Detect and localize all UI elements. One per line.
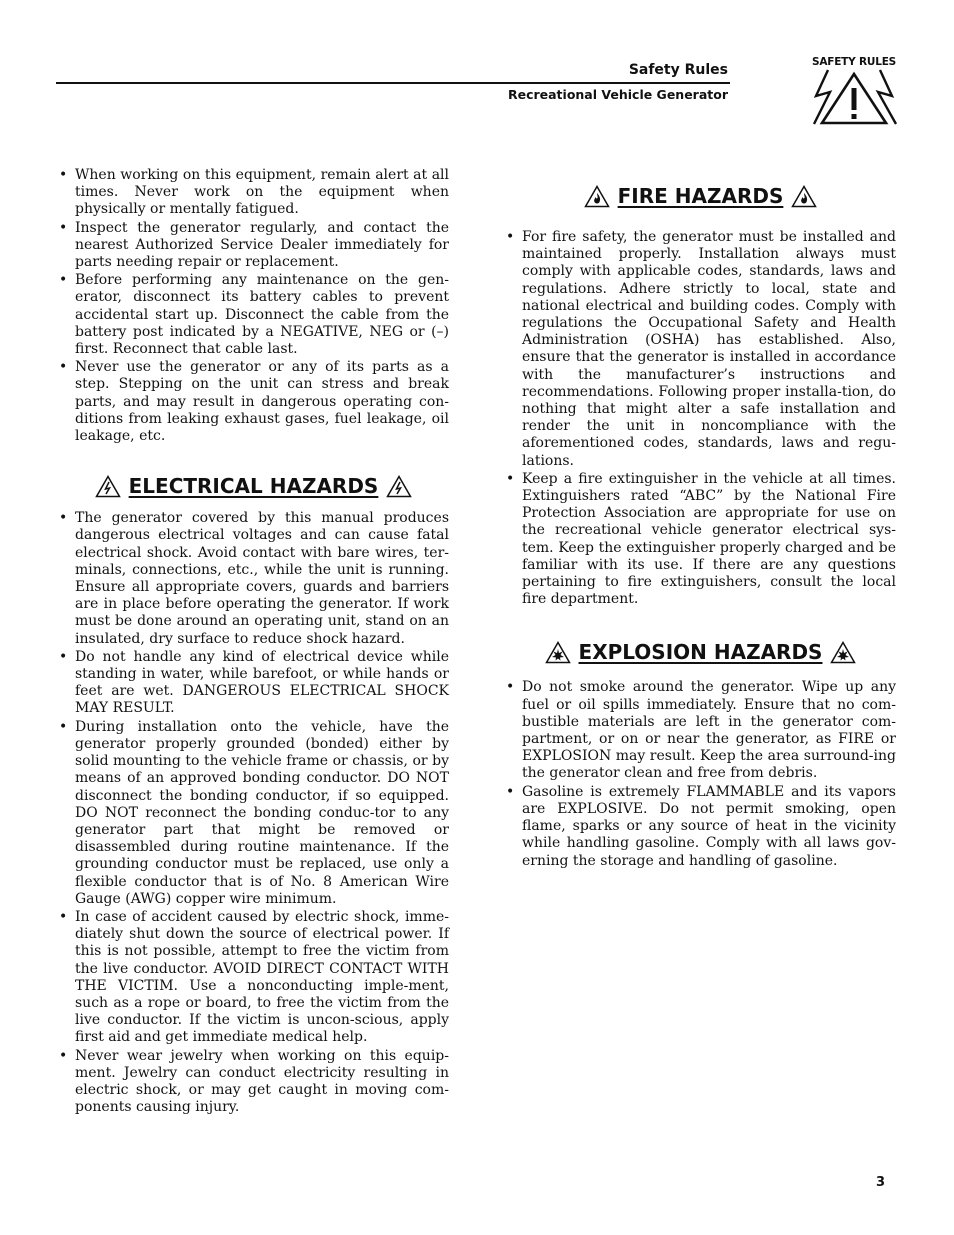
logo-text: SAFETY RULES — [811, 56, 897, 68]
header-title: Safety Rules — [628, 62, 728, 78]
electrical-hazard-icon — [95, 475, 121, 498]
right-column — [505, 185, 896, 871]
electrical-hazard-icon — [386, 475, 412, 498]
fire-hazard-icon — [791, 185, 817, 208]
fire-hazard-icon — [584, 185, 610, 208]
fire-hazards-list — [505, 229, 896, 608]
list-item: • Inspect the generator regularly, and contact the nearest Authorized Service Dealer immediately for parts needing repair or replacement. — [58, 220, 449, 272]
lightning-warning-icon — [810, 68, 898, 126]
fire-hazards-title: FIRE HAZARDS — [617, 183, 784, 208]
list-item: • Never wear jewelry when working on this equip-ment. Jewelry can conduct electricity resulting in electric shock, or may get caught in moving com-ponents causing injury. — [58, 1048, 449, 1117]
header-rule — [56, 82, 730, 84]
electrical-hazards-heading — [58, 475, 449, 498]
list-item: • During installation onto the vehicle, have the generator properly grounded (bonded) either by solid mounting to the vehicle frame or chassis, or by means of an approved bonding conductor. DO NOT disconnect the bonding conductor, if so equipped. DO NOT reconnect the bonding conduc-tor to any generator part that might be removed or disassembled during routine maintenance. If the grounding conductor must be replaced, use only a flexible conductor that is of No. 8 American Wire Gauge (AWG) copper wire minimum. — [58, 719, 449, 908]
list-item: • Keep a fire extinguisher in the vehicle at all times. Extinguishers rated “ABC” by the National Fire Protection Association are appropriate for use on the recreational vehicle generator electrical sys-tem. Keep the extinguisher properly charged and be familiar with its use. If there are any questions pertaining to fire extinguishers, consult the local fire department. — [505, 471, 896, 609]
intro-list — [58, 167, 449, 445]
list-item: • Gasoline is extremely FLAMMABLE and its vapors are EXPLOSIVE. Do not permit smoking, open flame, sparks or any source of heat in the vicinity while handling gasoline. Comply with all laws gov-erning the storage and handling of gasoline. — [505, 784, 896, 870]
fire-hazards-heading — [505, 185, 896, 208]
safety-rules-logo — [808, 56, 900, 128]
header-subtitle: Recreational Vehicle Generator — [507, 87, 728, 102]
list-item: • For fire safety, the generator must be installed and maintained properly. Installation always must comply with applicable codes, standards, laws and regulations. Adhere strictly to local, state and national electrical and building codes. Comply with regulations the Occupational Safety and Health Administration (OSHA) has established. Also, ensure that the generator is installed in accordance with the manufacturer’s instructions and recommendations. Following proper installa-tion, do nothing that might alter a safe installation and render the unit in noncompliance with the aforementioned codes, standards, laws and regu-lations. — [505, 229, 896, 470]
explosion-hazards-title: EXPLOSION HAZARDS — [578, 640, 823, 665]
list-item: • Do not smoke around the generator. Wipe up any fuel or oil spills immediately. Ensure that no com-bustible materials are left in the generator com-partment, or on or near the generator, as FIRE or EXPLOSION may result. Keep the area surround-ing the generator clean and free from debris. — [505, 679, 896, 782]
electrical-hazards-title: ELECTRICAL HAZARDS — [128, 474, 379, 499]
page-number: 3 — [876, 1175, 886, 1190]
explosion-hazard-icon — [830, 641, 856, 664]
left-column — [58, 167, 449, 1117]
list-item: • Before performing any maintenance on the gen-erator, disconnect its battery cables to prevent accidental start up. Disconnect the cable from the battery post indicated by a NEGATIVE, NEG or (–) first. Reconnect that cable last. — [58, 272, 449, 358]
explosion-hazards-heading — [505, 641, 896, 664]
electrical-hazards-list — [58, 510, 449, 1116]
explosion-hazards-list — [505, 679, 896, 869]
list-item: • When working on this equipment, remain alert at all times. Never work on the equipment when physically or mentally fatigued. — [58, 167, 449, 219]
list-item: • Do not handle any kind of electrical device while standing in water, while barefoot, or while hands or feet are wet. DANGEROUS ELECTRICAL SHOCK MAY RESULT. — [58, 649, 449, 718]
explosion-hazard-icon — [545, 641, 571, 664]
list-item: • In case of accident caused by electric shock, imme-diately shut down the source of electrical power. If this is not possible, attempt to free the victim from the live conductor. AVOID DIRECT CONTACT WITH THE VICTIM. Use a nonconducting imple-ment, such as a rope or board, to free the victim from the live conductor. If the victim is uncon-scious, apply first aid and get immediate medical help. — [58, 909, 449, 1047]
list-item: • The generator covered by this manual produces dangerous electrical voltages and can cause fatal electrical shock. Avoid contact with bare wires, ter-minals, connections, etc., while the unit is running. Ensure all appropriate covers, guards and barriers are in place before operating the generator. If work must be done around an operating unit, stand on an insulated, dry surface to reduce shock hazard. — [58, 510, 449, 648]
list-item: • Never use the generator or any of its parts as a step. Stepping on the unit can stress and break parts, and may result in dangerous operating con-ditions from leaking exhaust gases, fuel leakage, oil leakage, etc. — [58, 359, 449, 445]
